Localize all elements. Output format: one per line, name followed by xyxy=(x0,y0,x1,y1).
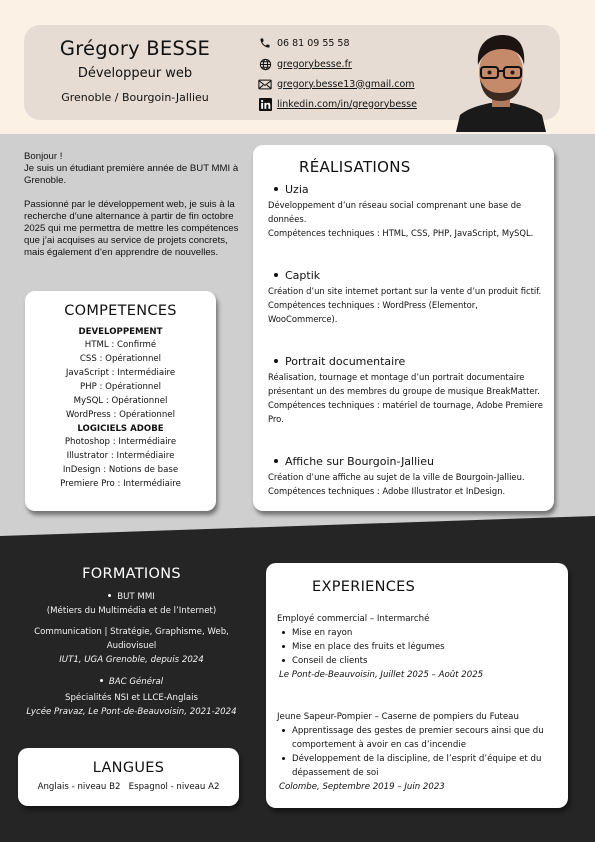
project-skills: Compétences techniques : HTML, CSS, PHP, JavaScript, MySQL. xyxy=(268,228,534,238)
realisations-card xyxy=(253,145,554,511)
language-item: Espagnol - niveau A2 xyxy=(128,782,220,792)
experience-title: Employé commercial – Intermarché xyxy=(277,614,430,624)
skill-item: PHP : Opérationnel xyxy=(79,382,162,392)
project-item xyxy=(268,355,548,426)
project-name: Captik xyxy=(285,269,321,282)
formation-name: BUT MMI xyxy=(117,592,155,602)
formation-description: Communication | Stratégie, Graphisme, Web, Audiovisuel xyxy=(34,627,229,651)
langues-card xyxy=(18,748,239,806)
contact-website[interactable]: gregorybesse.fr xyxy=(258,57,352,71)
project-description: Création d’un site internet portant sur la vente d’un produit fictif. xyxy=(268,286,542,296)
bullet-icon xyxy=(274,273,278,277)
competences-title: COMPETENCES xyxy=(64,303,177,319)
skill-item: InDesign : Notions de base xyxy=(62,465,179,475)
adobe-section-title: LOGICIELS ADOBE xyxy=(77,424,164,434)
location: Grenoble / Bourgoin-Jallieu xyxy=(61,91,209,104)
contact-email[interactable]: gregory.besse13@gmail.com xyxy=(258,77,415,91)
formation-place: Lycée Pravaz, Le Pont-de-Beauvoisin, 2021-2024 xyxy=(26,707,237,717)
formations-title: FORMATIONS xyxy=(82,566,181,582)
project-item xyxy=(268,269,548,326)
intro-paragraph: Passionné par le développement web, je suis à la recherche d’une alternance à partir de fin octobre 2025 qui me permettra de mettre les compétences que j’ai acquises au service de projets concrets, mais également d’en apprendre de nouvelles. xyxy=(24,199,239,258)
formation-place: IUT1, UGA Grenoble, depuis 2024 xyxy=(59,655,204,665)
experience-tasks xyxy=(281,724,562,780)
linkedin-icon xyxy=(258,97,272,111)
profile-photo xyxy=(456,29,546,132)
contact-linkedin[interactable]: linkedin.com/in/gregorybesse xyxy=(258,97,417,111)
formation-description: Spécialités NSI et LLCE-Anglais xyxy=(65,693,198,703)
formations-section xyxy=(15,567,248,719)
experiences-card xyxy=(266,563,568,808)
bullet-icon xyxy=(274,459,278,463)
task-item: Développement de la discipline, de l’esprit d’équipe et du dépassement de soi xyxy=(281,752,562,780)
project-name: Portrait documentaire xyxy=(285,355,406,368)
project-skills: Compétences techniques : WordPress (Elementor, WooCommerce). xyxy=(268,300,478,324)
phone-icon xyxy=(258,36,272,50)
project-name: Affiche sur Bourgoin-Jallieu xyxy=(285,455,434,468)
skill-item: Premiere Pro : Intermédiaire xyxy=(60,479,181,489)
bullet-icon xyxy=(108,594,111,597)
mail-icon xyxy=(258,77,272,91)
langues-title: LANGUES xyxy=(92,760,165,776)
intro-greeting: Bonjour ! Je suis un étudiant première année de BUT MMI à Grenoble. xyxy=(24,151,239,186)
skill-item: CSS : Opérationnel xyxy=(79,354,162,364)
project-name: Uzia xyxy=(285,183,309,196)
experiences-title: EXPERIENCES xyxy=(312,579,416,595)
skill-item: HTML : Confirmé xyxy=(84,340,157,350)
task-item: Mise en rayon xyxy=(281,626,562,640)
competences-card xyxy=(25,291,216,511)
formation-subtitle: (Métiers du Multimédia et de l’Internet) xyxy=(46,606,217,616)
project-item xyxy=(268,183,548,240)
skill-item: Illustrator : Intermédiaire xyxy=(66,451,175,461)
contact-phone: 06 81 09 55 58 xyxy=(258,36,350,50)
bullet-icon xyxy=(100,679,103,682)
skill-item: WordPress : Opérationnel xyxy=(66,410,175,420)
bullet-icon xyxy=(274,359,278,363)
job-title: Développeur web xyxy=(77,66,193,81)
project-description: Création d’une affiche au sujet de la ville de Bourgoin-Jallieu. xyxy=(268,472,525,482)
experience-item xyxy=(277,710,562,794)
project-skills: Compétences techniques : matériel de tournage, Adobe Premiere Pro. xyxy=(268,400,543,424)
project-description: Réalisation, tournage et montage d’un portrait documentaire présentant un des membres du groupe de musique BreakMatter. xyxy=(268,372,540,396)
intro-text xyxy=(24,151,246,271)
formation-name: BAC Général xyxy=(108,677,164,687)
skill-item: MySQL : Opérationnel xyxy=(73,396,168,406)
bullet-icon xyxy=(274,187,278,191)
experience-tasks xyxy=(281,626,562,668)
dev-section-title: DEVELOPPEMENT xyxy=(78,327,163,337)
experience-item xyxy=(277,612,562,682)
skill-item: JavaScript : Intermédiaire xyxy=(65,368,176,378)
full-name: Grégory BESSE xyxy=(59,37,211,60)
task-item: Mise en place des fruits et légumes xyxy=(281,640,562,654)
project-item xyxy=(268,455,548,498)
experience-place: Colombe, Septembre 2019 – Juin 2023 xyxy=(279,782,445,792)
experience-title: Jeune Sapeur-Pompier – Caserne de pompiers du Futeau xyxy=(277,712,519,722)
realisations-title: RÉALISATIONS xyxy=(299,158,411,176)
project-description: Développement d’un réseau social comprenant une base de données. xyxy=(268,200,522,224)
task-item: Apprentissage des gestes de premier secours ainsi que du comportement à avoir en cas d’incendie xyxy=(281,724,562,752)
globe-icon xyxy=(258,57,272,71)
skill-item: Photoshop : Intermédiaire xyxy=(64,437,177,447)
language-item: Anglais - niveau B2 xyxy=(37,782,121,792)
experience-place: Le Pont-de-Beauvoisin, Juillet 2025 – Août 2025 xyxy=(279,670,484,680)
task-item: Conseil de clients xyxy=(281,654,562,668)
project-skills: Compétences techniques : Adobe Illustrator et InDesign. xyxy=(268,486,506,496)
